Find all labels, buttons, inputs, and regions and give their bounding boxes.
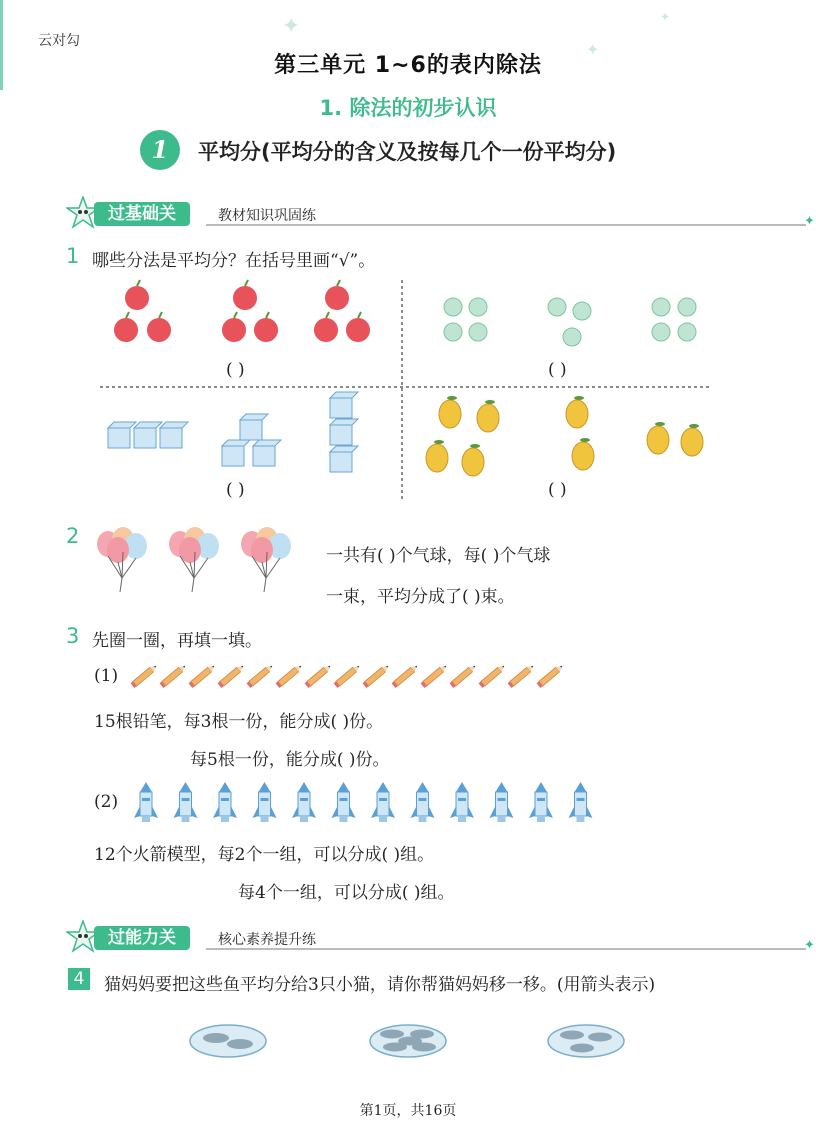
apple-group-3 <box>314 280 370 342</box>
brand-label: 云对勾 <box>38 33 80 49</box>
q2-line-1: 一共有( )个气球，每( )个气球 <box>326 546 551 566</box>
fish-icon <box>570 1044 594 1053</box>
banner-divider <box>206 948 806 950</box>
rocket-icon <box>450 782 474 822</box>
unit-title: 第三单元 1~6的表内除法 <box>274 53 542 78</box>
pencil-icon <box>479 663 507 688</box>
cube-group-1 <box>108 422 188 448</box>
apple-stem <box>326 312 329 318</box>
q3-p1-line-1: 15根铅笔，每3根一份，能分成( )份。 <box>94 712 384 732</box>
rocket-icon <box>529 782 553 822</box>
apple-icon <box>346 318 370 342</box>
q3-p2-line-1: 12个火箭模型，每2个一组，可以分成( )组。 <box>94 845 435 865</box>
decorative-star-icon: ✦ <box>282 14 301 39</box>
balloon-bunch-3 <box>241 527 291 592</box>
cube-group-2 <box>222 414 281 466</box>
balloon-bunch-2 <box>169 527 219 592</box>
question-text: 猫妈妈要把这些鱼平均分给3只小猫，请你帮猫妈妈移一移。(用箭头表示) <box>104 975 656 995</box>
circle-group-2 <box>548 298 591 346</box>
apple-stem <box>266 312 269 318</box>
pencil-icon <box>334 663 362 688</box>
banner-star-icon: ✦ <box>804 938 815 953</box>
part-label: (2) <box>94 792 119 812</box>
pencils-figure <box>128 660 568 692</box>
pear-group-3 <box>647 426 703 456</box>
question-number: 4 <box>68 968 90 990</box>
pencil-icon <box>247 663 275 688</box>
circle-group-3 <box>652 298 696 341</box>
rocket-icon <box>134 782 158 822</box>
question-text: 先圈一圈，再填一填。 <box>92 631 262 651</box>
rocket-icon <box>213 782 237 822</box>
q3-p2-line-2: 每4个一组，可以分成( )组。 <box>238 883 455 903</box>
apple-icon <box>125 286 149 310</box>
plate-3 <box>548 1025 624 1057</box>
fish-icon <box>227 1039 253 1049</box>
answer-blank[interactable]: ( ) <box>226 480 245 500</box>
pencil-icon <box>276 663 304 688</box>
balloons-figure <box>92 522 307 594</box>
q1-figure <box>0 0 816 520</box>
apple-stem <box>234 312 237 318</box>
q3-p1-line-2: 每5根一份，能分成( )份。 <box>190 750 390 770</box>
circle-group-1 <box>444 298 487 341</box>
balloon-bunch-1 <box>97 527 147 592</box>
question-number: 1 <box>66 244 80 268</box>
apple-icon <box>314 318 338 342</box>
decorative-star-icon: ✦ <box>586 40 600 59</box>
fish-plates-figure <box>180 1016 640 1066</box>
banner-subtitle: 教材知识巩固练 <box>218 208 316 224</box>
question-number: 3 <box>66 624 80 648</box>
pencil-icon <box>160 663 188 688</box>
answer-blank[interactable]: ( ) <box>226 360 245 380</box>
fish-icon <box>203 1033 229 1043</box>
plate-1 <box>190 1025 266 1057</box>
rockets-figure <box>128 780 598 826</box>
apple-stem <box>245 280 248 286</box>
apple-icon <box>222 318 246 342</box>
pencil-icon <box>392 663 420 688</box>
part-label: (1) <box>94 666 119 686</box>
question-number: 2 <box>66 524 80 548</box>
apple-stem <box>126 312 129 318</box>
cube-group-3 <box>330 392 358 472</box>
pencil-icon <box>189 663 217 688</box>
question-text: 哪些分法是平均分？在括号里画“√”。 <box>92 251 376 271</box>
fish-icon <box>398 1037 422 1046</box>
fish-icon <box>380 1030 404 1039</box>
apple-icon <box>147 318 171 342</box>
decorative-star-icon: ✦ <box>660 10 671 24</box>
apple-stem <box>358 312 361 318</box>
lesson-number-badge: 1 <box>140 130 180 170</box>
pencil-icon <box>363 663 391 688</box>
banner-tag: 过能力关 <box>94 926 190 950</box>
pear-group-2 <box>566 400 594 470</box>
rocket-icon <box>174 782 198 822</box>
rocket-icon <box>371 782 395 822</box>
answer-blank[interactable]: ( ) <box>548 480 567 500</box>
rocket-icon <box>332 782 356 822</box>
apple-group-2 <box>222 280 278 342</box>
pencil-icon <box>305 663 333 688</box>
ability-level-banner <box>66 926 815 953</box>
pencil-icon <box>421 663 449 688</box>
apple-icon <box>114 318 138 342</box>
apple-stem <box>137 280 140 286</box>
apple-icon <box>254 318 278 342</box>
section-title: 1. 除法的初步认识 <box>319 96 497 120</box>
pencil-icon <box>450 663 478 688</box>
pear-group-1 <box>426 400 499 476</box>
rocket-icon <box>253 782 277 822</box>
page-footer: 第1页，共16页 <box>359 1103 457 1119</box>
rocket-icon <box>411 782 435 822</box>
q2-line-2: 一束，平均分成了( )束。 <box>326 587 515 607</box>
lesson-title: 平均分(平均分的含义及按每几个一份平均分) <box>198 140 617 164</box>
apple-stem <box>337 280 340 286</box>
fish-icon <box>560 1031 584 1040</box>
pencil-icon <box>508 663 536 688</box>
pencil-icon <box>131 663 159 688</box>
rocket-icon <box>490 782 514 822</box>
plate-2 <box>370 1025 446 1057</box>
apple-stem <box>159 312 162 318</box>
banner-subtitle: 核心素养提升练 <box>218 932 316 948</box>
rocket-icon <box>569 782 593 822</box>
rocket-icon <box>292 782 316 822</box>
fish-icon <box>588 1033 612 1042</box>
banner-star-icon: ✦ <box>804 214 815 229</box>
answer-blank[interactable]: ( ) <box>548 360 567 380</box>
apple-icon <box>233 286 257 310</box>
apple-group-1 <box>114 280 171 342</box>
pencil-icon <box>218 663 246 688</box>
apple-icon <box>325 286 349 310</box>
banner-tag: 过基础关 <box>94 202 190 226</box>
pencil-icon <box>537 663 565 688</box>
